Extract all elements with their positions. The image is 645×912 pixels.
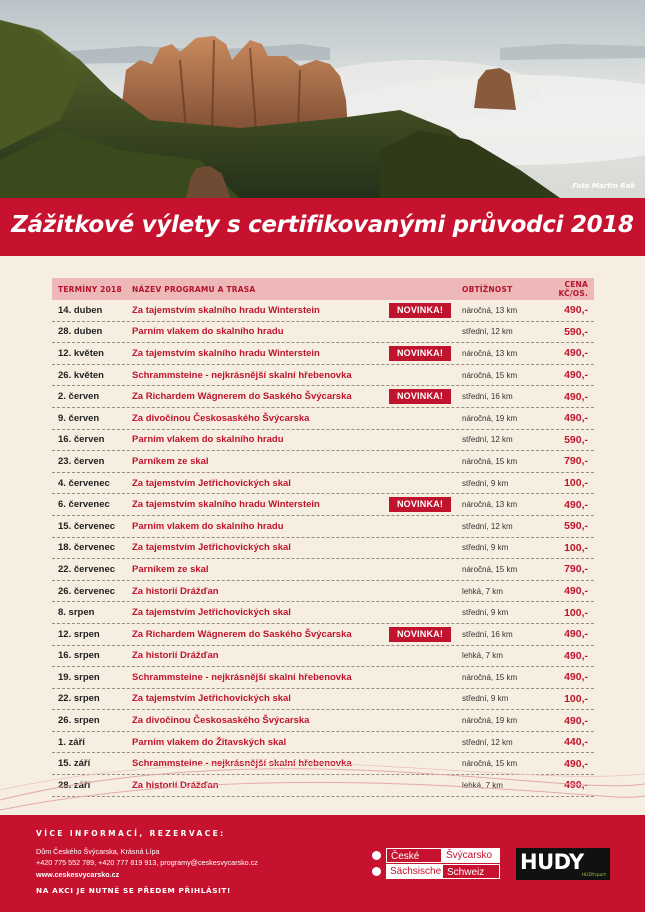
row-program-name: Schrammsteine - nejkrásnější skalní hřebenovka xyxy=(132,369,352,381)
row-price: 490,- xyxy=(564,649,588,662)
logo-dot-icon xyxy=(372,851,381,860)
table-row xyxy=(52,538,594,560)
row-price: 490,- xyxy=(564,347,588,360)
row-difficulty: střední, 12 km xyxy=(462,737,513,747)
row-difficulty: náročná, 13 km xyxy=(462,305,518,315)
table-row xyxy=(52,646,594,668)
table-row xyxy=(52,494,594,516)
row-program-name: Parním vlakem do skalního hradu xyxy=(132,326,284,338)
row-program-name: Za tajemstvím Jetřichovických skal xyxy=(132,693,291,705)
table-row xyxy=(52,365,594,387)
row-program-name: Parním vlakem do Žitavských skal xyxy=(132,736,287,748)
row-price: 490,- xyxy=(564,757,588,770)
hudy-logo-sub: HUDYsport xyxy=(581,873,606,878)
row-price: 490,- xyxy=(564,714,588,727)
row-difficulty: náročná, 19 km xyxy=(462,413,518,423)
row-date: 28. září xyxy=(58,779,91,791)
row-difficulty: lehká, 7 km xyxy=(462,780,503,790)
table-row xyxy=(52,667,594,689)
table-row xyxy=(52,343,594,365)
row-program-name: Za historií Drážďan xyxy=(132,650,219,662)
row-difficulty: náročná, 19 km xyxy=(462,716,518,726)
footer-note: NA AKCI JE NUTNÉ SE PŘEDEM PŘIHLÁSIT! xyxy=(36,886,231,895)
row-program-name: Schrammsteine - nejkrásnější skalní hřebenovka xyxy=(132,671,352,683)
row-price: 490,- xyxy=(564,412,588,425)
row-price: 100,- xyxy=(564,541,588,554)
row-program-name: Za divočinou Českosaského Švýcarska xyxy=(132,715,310,727)
row-program-name: Za tajemstvím skalního hradu Winterstein xyxy=(132,304,320,316)
table-row xyxy=(52,732,594,754)
row-date: 22. červenec xyxy=(58,563,116,575)
landscape-image xyxy=(0,0,645,198)
row-program-name: Za Richardem Wágnerem do Saského Švýcarska xyxy=(132,628,352,640)
row-date: 4. červenec xyxy=(58,477,110,489)
table-row xyxy=(52,516,594,538)
row-program-name: Za divočinou Českosaského Švýcarska xyxy=(132,412,310,424)
row-date: 28. duben xyxy=(58,326,103,338)
schedule-table xyxy=(52,278,594,797)
row-date: 9. červen xyxy=(58,412,100,424)
row-program-name: Parním vlakem do skalního hradu xyxy=(132,434,284,446)
row-program-name: Za tajemstvím skalního hradu Winterstein xyxy=(132,499,320,511)
row-price: 790,- xyxy=(564,563,588,576)
row-price: 100,- xyxy=(564,606,588,619)
header-price: CENA KČ/OS. xyxy=(558,280,588,298)
table-row xyxy=(52,300,594,322)
novinka-badge: NOVINKA! xyxy=(389,627,451,642)
decorative-swoosh xyxy=(0,757,645,820)
row-program-name: Za historií Drážďan xyxy=(132,585,219,597)
table-row xyxy=(52,559,594,581)
row-difficulty: střední, 9 km xyxy=(462,478,509,488)
novinka-badge: NOVINKA! xyxy=(389,303,451,318)
table-row xyxy=(52,624,594,646)
novinka-badge: NOVINKA! xyxy=(389,389,451,404)
row-date: 19. srpen xyxy=(58,671,100,683)
logo-ceske: České xyxy=(386,848,442,863)
table-row xyxy=(52,430,594,452)
row-difficulty: střední, 9 km xyxy=(462,694,509,704)
title-band xyxy=(0,198,645,256)
row-program-name: Za tajemstvím Jetřichovických skal xyxy=(132,607,291,619)
row-date: 12. srpen xyxy=(58,628,100,640)
footer-contacts: +420 775 552 789, +420 777 819 913, programy@ceskesvycarsko.cz xyxy=(36,858,258,867)
row-difficulty: lehká, 7 km xyxy=(462,586,503,596)
novinka-badge: NOVINKA! xyxy=(389,346,451,361)
table-row xyxy=(52,689,594,711)
row-difficulty: střední, 12 km xyxy=(462,327,513,337)
header-name: NÁZEV PROGRAMU A TRASA xyxy=(132,284,256,294)
photo-credit: Foto Martin Rak xyxy=(572,182,635,190)
row-difficulty: střední, 12 km xyxy=(462,435,513,445)
page-title: Zážitkové výlety s certifikovanými průvodci 2018 xyxy=(11,212,634,238)
table-row xyxy=(52,710,594,732)
row-price: 490,- xyxy=(564,390,588,403)
row-date: 15. září xyxy=(58,758,91,770)
row-date: 14. duben xyxy=(58,304,103,316)
header-date: TERMÍNY 2018 xyxy=(58,284,122,294)
row-difficulty: náročná, 15 km xyxy=(462,759,518,769)
row-program-name: Parním vlakem do skalního hradu xyxy=(132,520,284,532)
row-price: 100,- xyxy=(564,692,588,705)
row-date: 6. červenec xyxy=(58,499,110,511)
logo-schweiz: Schweiz xyxy=(442,864,500,879)
footer-address: Dům Českého Švýcarska, Krásná Lípa xyxy=(36,847,160,856)
row-price: 490,- xyxy=(564,585,588,598)
table-row xyxy=(52,386,594,408)
row-date: 26. květen xyxy=(58,369,104,381)
row-price: 490,- xyxy=(564,628,588,641)
table-body xyxy=(52,300,594,797)
table-row xyxy=(52,602,594,624)
header-difficulty: OBTÍŽNOST xyxy=(462,284,513,294)
table-row xyxy=(52,408,594,430)
row-difficulty: náročná, 15 km xyxy=(462,370,518,380)
row-price: 590,- xyxy=(564,325,588,338)
row-date: 26. srpen xyxy=(58,715,100,727)
row-price: 440,- xyxy=(564,736,588,749)
row-program-name: Schrammsteine - nejkrásnější skalní hřebenovka xyxy=(132,758,352,770)
row-price: 590,- xyxy=(564,433,588,446)
row-date: 2. červen xyxy=(58,391,100,403)
row-date: 18. červenec xyxy=(58,542,116,554)
row-difficulty: náročná, 15 km xyxy=(462,456,518,466)
row-difficulty: náročná, 15 km xyxy=(462,672,518,682)
table-header xyxy=(52,278,594,300)
row-date: 26. červenec xyxy=(58,585,116,597)
logo-sachsische: Sächsische xyxy=(386,864,442,879)
row-program-name: Za Richardem Wágnerem do Saského Švýcarska xyxy=(132,391,352,403)
logo-svycarsko: Švýcarsko xyxy=(442,848,500,863)
table-row xyxy=(52,322,594,344)
table-row xyxy=(52,473,594,495)
footer-website[interactable]: www.ceskesvycarsko.cz xyxy=(36,870,120,879)
row-date: 1. září xyxy=(58,736,85,748)
row-date: 16. červen xyxy=(58,434,105,446)
row-date: 12. květen xyxy=(58,347,104,359)
row-date: 22. srpen xyxy=(58,693,100,705)
row-price: 790,- xyxy=(564,455,588,468)
row-program-name: Za tajemstvím skalního hradu Winterstein xyxy=(132,347,320,359)
footer-heading: VÍCE INFORMACÍ, REZERVACE: xyxy=(36,829,226,838)
table-row xyxy=(52,581,594,603)
row-difficulty: střední, 16 km xyxy=(462,392,513,402)
row-price: 490,- xyxy=(564,369,588,382)
table-row xyxy=(52,451,594,473)
row-price: 490,- xyxy=(564,671,588,684)
row-price: 100,- xyxy=(564,477,588,490)
row-program-name: Za tajemstvím Jetřichovických skal xyxy=(132,477,291,489)
ceske-svycarsko-logo xyxy=(372,847,500,881)
hudy-logo xyxy=(516,848,610,880)
row-difficulty: střední, 12 km xyxy=(462,521,513,531)
hudy-logo-text: HUDY xyxy=(520,850,584,874)
row-program-name: Parníkem ze skal xyxy=(132,455,209,467)
row-program-name: Parníkem ze skal xyxy=(132,563,209,575)
row-difficulty: střední, 9 km xyxy=(462,608,509,618)
row-difficulty: náročná, 13 km xyxy=(462,348,518,358)
header-photo xyxy=(0,0,645,198)
row-date: 23. červen xyxy=(58,455,105,467)
row-price: 490,- xyxy=(564,498,588,511)
row-program-name: Za tajemstvím Jetřichovických skal xyxy=(132,542,291,554)
novinka-badge: NOVINKA! xyxy=(389,497,451,512)
logo-dot-icon xyxy=(372,867,381,876)
row-date: 16. srpen xyxy=(58,650,100,662)
row-program-name: Za historií Drážďan xyxy=(132,779,219,791)
row-difficulty: náročná, 13 km xyxy=(462,500,518,510)
row-price: 490,- xyxy=(564,304,588,317)
row-date: 15. červenec xyxy=(58,520,116,532)
row-date: 8. srpen xyxy=(58,607,95,619)
row-difficulty: náročná, 15 km xyxy=(462,564,518,574)
row-difficulty: střední, 9 km xyxy=(462,543,509,553)
row-price: 590,- xyxy=(564,520,588,533)
row-difficulty: lehká, 7 km xyxy=(462,651,503,661)
row-price: 490,- xyxy=(564,779,588,792)
row-difficulty: střední, 16 km xyxy=(462,629,513,639)
